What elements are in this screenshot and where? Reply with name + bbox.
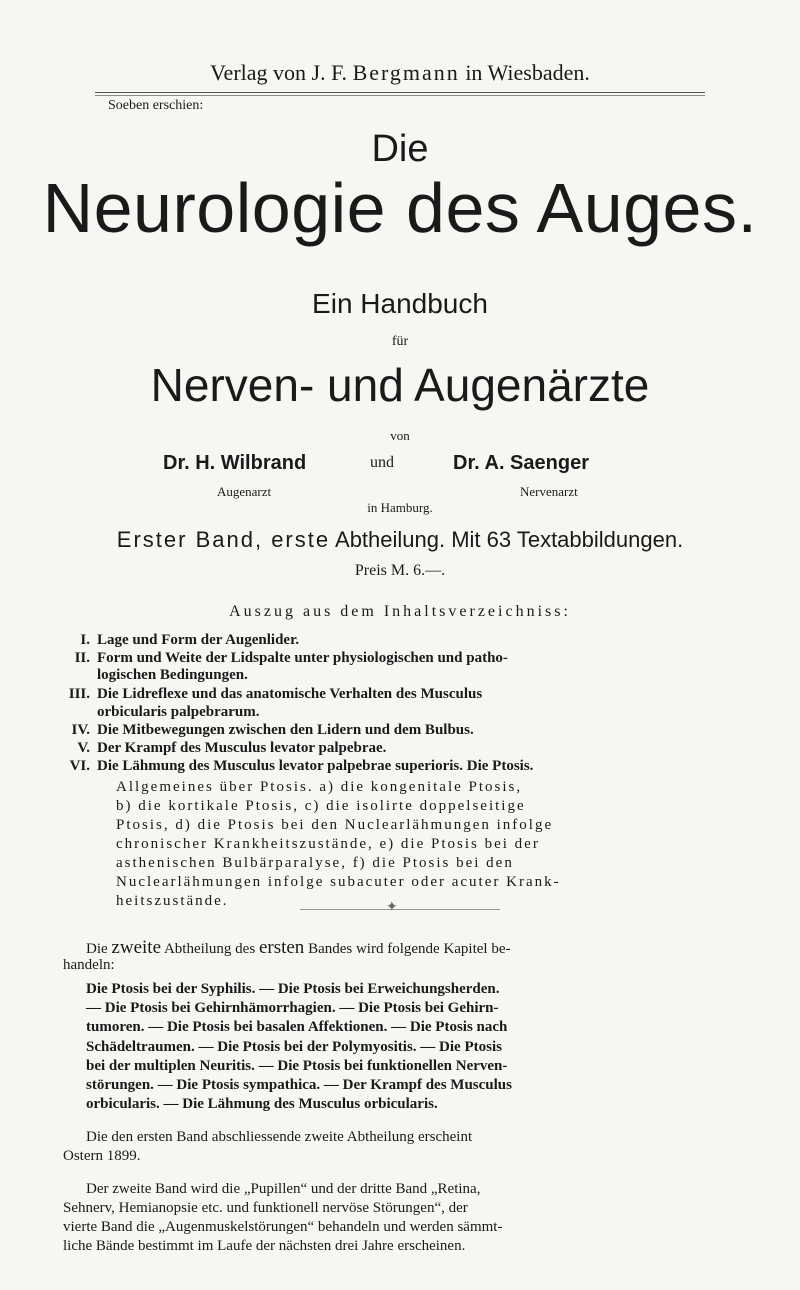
toc-item-number: V. (77, 740, 90, 756)
title-article: Die (371, 128, 429, 170)
second-part-intro (86, 937, 511, 959)
intro-text: Die (86, 941, 108, 957)
intro-text: Abtheilung des (163, 941, 256, 957)
by-label: von (390, 428, 410, 443)
toc-item-number: II. (74, 650, 90, 666)
price: Preis M. 6.—. (354, 562, 446, 579)
release-line: Ostern 1899. (63, 1148, 141, 1164)
toc-subsection-line: Nuclearlähmungen infolge subacuter oder acuter Krank- (116, 874, 561, 890)
author-wilbrand: Dr. H. Wilbrand (163, 452, 307, 474)
chapter-line: Schädeltraumen. — Die Ptosis bei der Polymyositis. — Die Ptosis (86, 1039, 502, 1055)
subtitle: Ein Handbuch (312, 288, 488, 319)
page-title: Neurologie des Auges. (42, 169, 758, 247)
publisher-line (0, 60, 800, 86)
outlook-line: vierte Band die „Augenmuskelstörungen“ behandeln und werden sämmt- (63, 1219, 503, 1235)
section-divider (300, 909, 500, 910)
chapter-line: orbicularis. — Die Lähmung des Musculus orbicularis. (86, 1096, 438, 1112)
volume-spaced-text: Erster Band, erste (116, 527, 331, 552)
publisher-name: Bergmann (352, 60, 460, 85)
toc-subsection-line: b) die kortikale Ptosis, c) die isolirte doppelseitige (116, 798, 526, 814)
intro-text: Bandes wird folgende Kapitel be- (308, 941, 511, 957)
toc-item-text: Die Lähmung des Musculus levator palpebrae superioris. Die Ptosis. (97, 758, 534, 774)
outlook-line: Sehnerv, Hemianopsie etc. und funktionell nervöse Störungen“, der (63, 1200, 468, 1216)
intro-emphasis: zweite (111, 937, 161, 958)
second-part-intro-end: handeln: (63, 957, 115, 973)
author-location: in Hamburg. (367, 500, 433, 515)
volume-rest-text: Abtheilung. Mit 63 Textabbildungen. (335, 527, 684, 552)
header-rule-secondary (95, 95, 705, 96)
outlook-line: liche Bände bestimmt im Laufe der nächsten drei Jahre erscheinen. (63, 1238, 466, 1254)
author-role-wilbrand: Augenarzt (217, 484, 272, 499)
publisher-prefix: Verlag von J. F. (210, 60, 348, 85)
toc-item-text: Die Lidreflexe und das anatomische Verhalten des Musculus (97, 686, 483, 702)
release-line: Die den ersten Band abschliessende zweite Abtheilung erscheint (86, 1129, 473, 1145)
toc-subsection-line: Ptosis, d) die Ptosis bei den Nuclearlähmungen infolge (116, 817, 554, 833)
divider-ornament: ✦ (386, 900, 398, 915)
toc-item-text: logischen Bedingungen. (97, 667, 248, 683)
announcement: Soeben erschien: (108, 98, 204, 113)
chapter-line: bei der multiplen Neuritis. — Die Ptosis bei funktionellen Nerven- (86, 1058, 508, 1074)
author-saenger: Dr. A. Saenger (453, 452, 589, 474)
toc-subsection-line: chronischer Krankheitszustände, e) die Ptosis bei der (116, 836, 540, 852)
toc-subsection-line: asthenischen Bulbärparalyse, f) die Ptosis bei den (116, 855, 514, 871)
authors-conjunction: und (370, 454, 394, 471)
publisher-suffix: in Wiesbaden. (465, 60, 590, 85)
chapter-line: tumoren. — Die Ptosis bei basalen Affektionen. — Die Ptosis nach (86, 1019, 508, 1035)
chapter-line: störungen. — Die Ptosis sympathica. — Der Krampf des Musculus (86, 1077, 512, 1093)
toc-item-text: Form und Weite der Lidspalte unter physiologischen und patho- (97, 650, 508, 666)
toc-item-number: III. (68, 686, 90, 702)
outlook-line: Der zweite Band wird die „Pupillen“ und der dritte Band „Retina, (86, 1181, 481, 1197)
volume-line (0, 527, 800, 553)
chapter-line: — Die Ptosis bei Gehirnhämorrhagien. — Die Ptosis bei Gehirn- (86, 1000, 499, 1016)
header-rule (95, 92, 705, 93)
toc-item-text: Der Krampf des Musculus levator palpebrae. (97, 740, 387, 756)
author-role-saenger: Nervenarzt (520, 484, 578, 499)
toc-subsection-line: Allgemeines über Ptosis. a) die kongenitale Ptosis, (116, 779, 523, 795)
toc-subsection-line: heitszustände. (116, 893, 229, 909)
toc-item-number: I. (80, 632, 90, 648)
intro-emphasis: ersten (258, 937, 305, 958)
toc-heading: Auszug aus dem Inhaltsverzeichniss: (229, 603, 571, 620)
toc-item-text: Lage und Form der Augenlider. (97, 632, 300, 648)
audience-title: Nerven- und Augenärzte (150, 359, 650, 411)
toc-item-number: IV. (71, 722, 90, 738)
toc-item-text: orbicularis palpebrarum. (97, 704, 260, 720)
toc-item-text: Die Mitbewegungen zwischen den Lidern und dem Bulbus. (97, 722, 474, 738)
chapter-line: Die Ptosis bei der Syphilis. — Die Ptosis bei Erweichungsherden. (86, 981, 500, 997)
toc-item-number: VI. (69, 758, 90, 774)
subtitle-for: für (391, 334, 409, 349)
